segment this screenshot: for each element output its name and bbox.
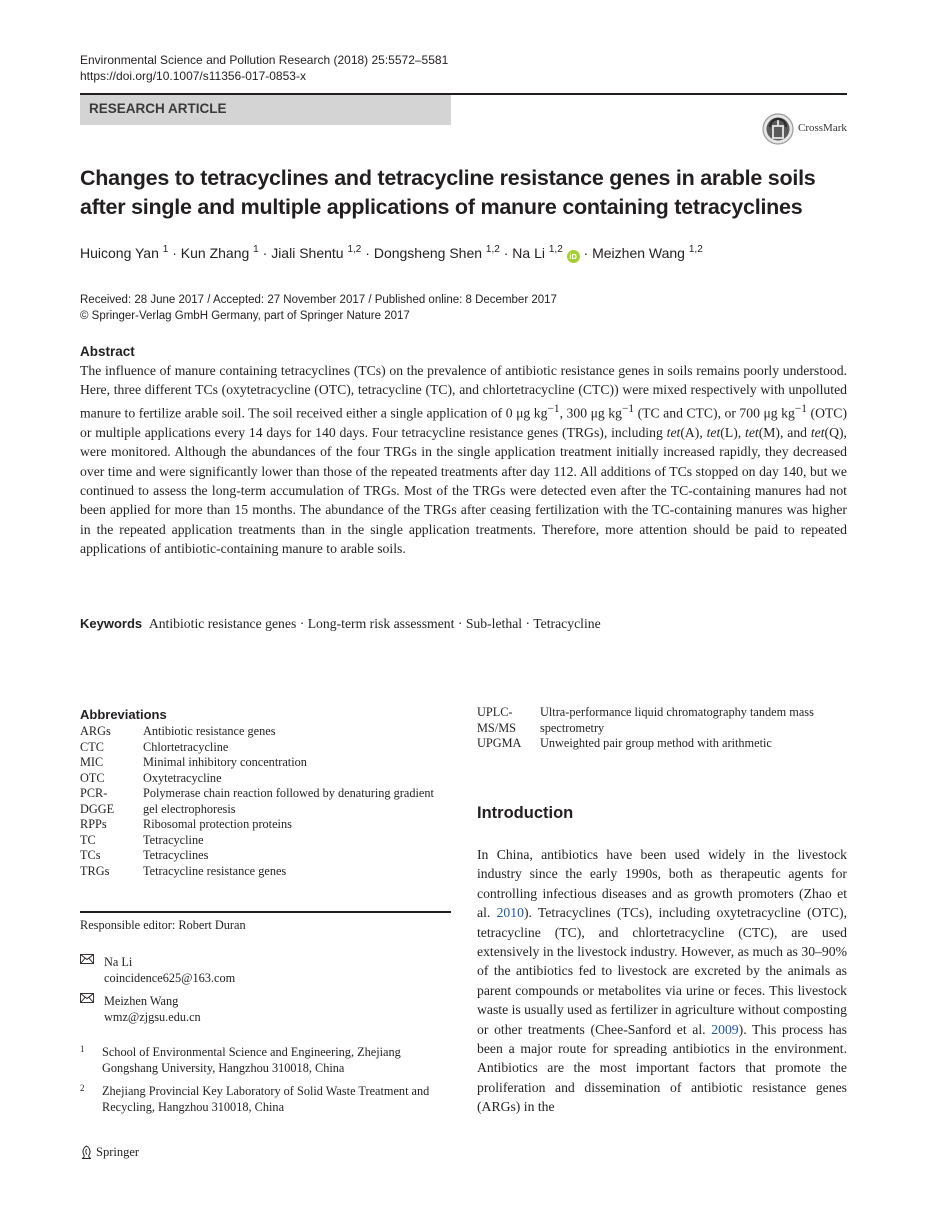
author-list: Huicong Yan $^1$ · Kun Zhang $^1$ · Jiali Shentu $^{1,2}$ · Dongsheng Shen $^{1,2}$ · Na Li $^{1,2}$ iD · Meizhen Wang $^{1,2}$ [80,244,703,261]
author-name[interactable]: Dongsheng Shen [373,245,483,261]
abbreviation-row: OTC Oxytetracycline [80,770,222,785]
abbreviation-row: CTC Chlortetracycline [80,739,229,754]
abbreviations-list [80,724,452,879]
abbreviation-row: MS/MS spectrometry [477,720,605,735]
contact-name: Meizhen Wang [104,994,179,1008]
crossmark-icon [762,113,794,145]
author-affiliation: 1,2 [688,244,703,255]
abbreviation-row: MIC Minimal inhibitory concentration [80,755,307,769]
publisher-name: Springer [96,1145,140,1159]
crossmark-label: CrossMark [798,122,847,134]
page-footer [80,1145,139,1160]
author-affiliation: 1,2 [347,244,362,255]
author-affiliation: 1,2 [485,244,500,255]
affiliation-text: Zhejiang Provincial Key Laboratory of Solid Waste Treatment and Recycling, Hangzhou 310018, China [102,1084,430,1114]
abstract-body: The influence of manure containing tetracyclines (TCs) on the prevalence of antibiotic resistance genes in soils remains poorly understood. Here, three different TCs (oxytetracycline (OTC), tetracycline (TC), and chlortetracycline (CTC)) were mixed respectively with unpolluted manure to fertilize arable soil. The soil received either a single application of 0 μg $kg^{-1}$, 300 μg $kg^{-1}$ (TC and CTC), or 700 μg $kg^{-1}$ (OTC) or multiple applications every 14 days for 140 days. Four tetracycline resistance genes (TRGs), including tet(A), tet(L), tet(M), and tet(Q), were monitored. Although the abundances of the four TRGs in the single application treatment initially increased rapidly, they decreased over time and were significantly lower than those of the repeated treatments after day 112. All additions of TCs stopped on day 140, but we continued to assess the long-term accumulation of TRGs. Most of the TRGs were detected even after the TC-containing manures had not been applied for more than 15 months. The abundance of the TRGs after ceasing fertilization with the TC-containing manures was higher in the repeated application treatments than in the single application treatments. Therefore, more attention should be paid to repeated applications of antibiotic-containing manure to arable soils. [80,363,847,557]
abbreviation-row: RPPs Ribosomal protection proteins [80,817,292,831]
abbreviations-list-continued [477,705,847,752]
abbreviation-row: TRGs Tetracycline resistance genes [80,863,287,878]
abbreviation-row: PCR- Polymerase chain reaction followed by denaturing gradient [80,786,434,800]
citation-link[interactable]: 2010 [496,905,524,921]
introduction-heading: Introduction [477,804,574,822]
contact-name: Na Li [104,955,133,969]
author-affiliation: 1,2 [548,244,563,255]
keywords-list: Antibiotic resistance genes · Long-term risk assessment · Sub-lethal · Tetracycline [148,616,601,631]
article-type-banner: RESEARCH ARTICLE [80,95,451,125]
abbreviation-row: TCs Tetracyclines [80,848,209,862]
copyright-notice: © Springer-Verlag GmbH Germany, part of Springer Nature 2017 [80,310,410,322]
author-affiliation: 1 [162,244,169,255]
abbreviation-row: ARGs Antibiotic resistance genes [80,724,276,738]
abstract-heading: Abstract [80,344,135,359]
journal-citation: Environmental Science and Pollution Research (2018) 25:5572–5581 [80,53,449,67]
keywords [80,615,601,633]
affiliation-text: School of Environmental Science and Engineering, Zhejiang Gongshang University, Hangzhou 310018, China [102,1045,401,1075]
springer-logo-icon [80,1145,93,1160]
affiliation-number: 2 [80,1083,85,1093]
article-title: Changes to tetracyclines and tetracycline resistance genes in arable soils after single and multiple applications of manure containing tetracyclines [80,166,816,219]
affiliation-number: 1 [80,1044,85,1054]
envelope-icon [80,993,94,1003]
orcid-icon[interactable]: iD [567,250,580,263]
author-name[interactable]: Meizhen Wang [592,245,685,261]
envelope-icon [80,954,94,964]
introduction-body: In China, antibiotics have been used widely in the livestock industry since the early 1990s, both as therapeutic agents for controlling infectious diseases and as growth promoters (Zhao et al. 2010). Tetracyclines (TCs), including oxytetracycline (OTC), tetracycline (TC), and chlortetracycline (CTC), are used extensively in the livestock industry. However, as much as 30–90% of the antibiotics fed to livestock are excreted by the animals as parent compounds or metabolites via urine or feces. This livestock waste is usually used as fertilizer in agriculture without composting or other treatments (Chee-Sanford et al. 2009). This process has been a major route for spreading antibiotics in the environment. Antibiotics are the most important factors that promote the proliferation and dissemination of antibiotic resistance genes (ARGs) in the [477,847,848,1115]
author-name[interactable]: Huicong Yan [80,245,159,261]
crossmark-badge[interactable] [762,113,862,147]
citation-link[interactable]: 2009 [711,1021,739,1037]
abbreviations-heading: Abbreviations [80,707,167,722]
contact-email[interactable]: coincidence625@163.com [104,971,236,985]
doi-link[interactable]: https://doi.org/10.1007/s11356-017-0853-x [80,69,306,83]
publication-dates: Received: 28 June 2017 / Accepted: 27 November 2017 / Published online: 8 December 2017 [80,294,557,306]
author-name[interactable]: Na Li [512,245,545,261]
responsible-editor: Responsible editor: Robert Duran [80,918,246,932]
abbreviation-row: DGGE gel electrophoresis [80,801,236,816]
abbreviation-row: TC Tetracycline [80,832,204,847]
author-name[interactable]: Kun Zhang [180,245,250,261]
contact-email[interactable]: wmz@zjgsu.edu.cn [104,1010,201,1024]
keywords-label: Keywords [80,616,143,631]
abbreviation-row: UPGMA Unweighted pair group method with arithmetic [477,736,772,750]
author-name[interactable]: Jiali Shentu [271,245,344,261]
author-affiliation: 1 [253,244,259,255]
abbreviation-row: UPLC- Ultra-performance liquid chromatography tandem mass [477,705,814,719]
footnote-rule [80,911,451,913]
